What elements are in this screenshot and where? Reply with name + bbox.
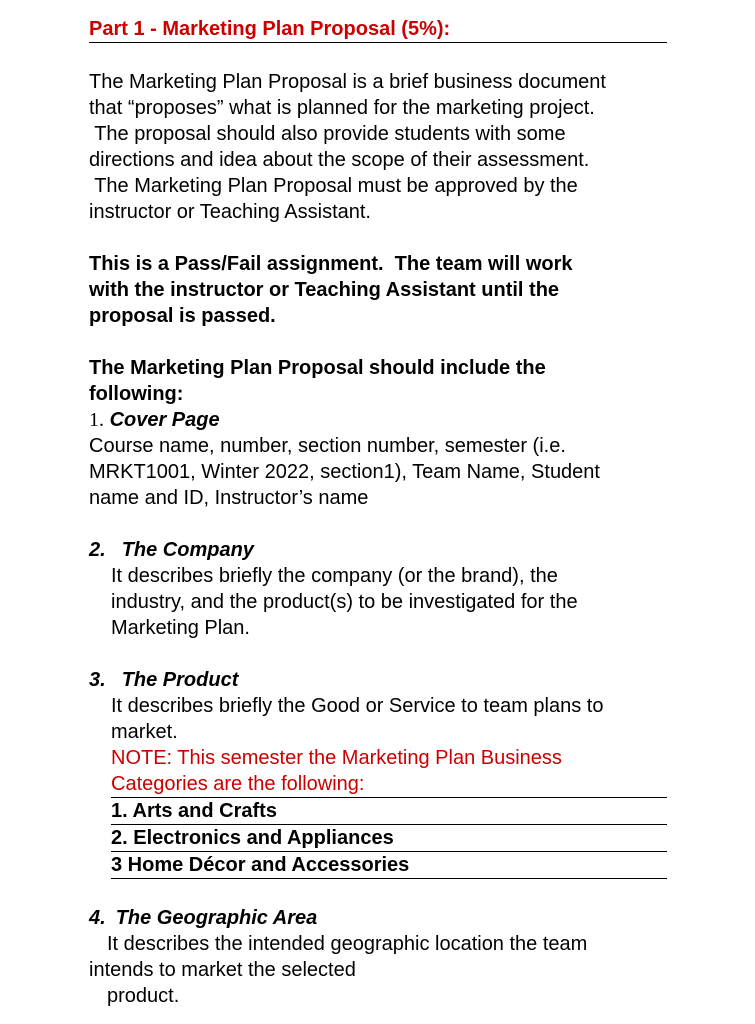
item-title: The Product <box>121 669 239 691</box>
intro-line: that “proposes” what is planned for the marketing project. <box>89 97 595 119</box>
intro-line: The Marketing Plan Proposal is a brief business document <box>89 71 606 93</box>
include-heading-line: The Marketing Plan Proposal should include the <box>89 357 546 379</box>
item-title: The Company <box>121 539 254 561</box>
pass-fail-paragraph <box>89 251 667 329</box>
intro-line: The proposal should also provide students with some <box>89 123 566 145</box>
item-line: industry, and the product(s) to be investigated for the <box>111 591 578 613</box>
item-title: The Geographic Area <box>115 907 318 929</box>
note-line: NOTE: This semester the Marketing Plan Business <box>111 747 562 769</box>
spacer <box>89 329 667 355</box>
spacer <box>89 879 667 905</box>
item-line: product. <box>107 985 180 1007</box>
item-heading <box>89 667 667 693</box>
intro-paragraph <box>89 69 667 225</box>
note-line: Categories are the following: <box>111 773 365 795</box>
category-item: 2. Electronics and Appliances <box>111 825 667 852</box>
item-line: MRKT1001, Winter 2022, section1), Team Name, Student <box>89 461 600 483</box>
pass-fail-line: This is a Pass/Fail assignment. The team will work <box>89 253 573 275</box>
include-heading <box>89 355 667 407</box>
item-product <box>89 667 667 879</box>
spacer <box>89 641 667 667</box>
item-line: It describes briefly the Good or Service to team plans to <box>111 695 604 717</box>
category-item: 3 Home Décor and Accessories <box>111 852 667 879</box>
pass-fail-line: proposal is passed. <box>89 305 276 327</box>
spacer <box>89 225 667 251</box>
item-number: 4. <box>89 907 106 929</box>
intro-line: The Marketing Plan Proposal must be approved by the <box>89 175 578 197</box>
include-heading-line: following: <box>89 383 184 405</box>
item-line: It describes briefly the company (or the brand), the <box>111 565 558 587</box>
categories-box <box>111 745 667 879</box>
item-heading <box>89 407 667 433</box>
item-cover-page <box>89 407 667 511</box>
item-number: 1. <box>89 409 104 431</box>
category-item: 1. Arts and Crafts <box>111 798 667 825</box>
intro-line: directions and idea about the scope of their assessment. <box>89 149 590 171</box>
item-number: 2. <box>89 539 106 561</box>
item-line: Marketing Plan. <box>111 617 250 639</box>
categories-note <box>111 745 667 798</box>
item-line: market. <box>111 721 178 743</box>
item-line: name and ID, Instructor’s name <box>89 487 369 509</box>
document-body <box>89 16 667 1009</box>
item-company <box>89 537 667 641</box>
item-title: Cover Page <box>109 409 220 431</box>
item-geographic-area <box>89 905 667 1009</box>
item-heading <box>89 905 667 931</box>
part-heading: Part 1 - Marketing Plan Proposal (5%): <box>89 16 667 43</box>
spacer <box>89 511 667 537</box>
item-line: Course name, number, section number, semester (i.e. <box>89 435 566 457</box>
intro-line: instructor or Teaching Assistant. <box>89 201 371 223</box>
item-heading <box>89 537 667 563</box>
spacer <box>89 43 667 69</box>
item-line: It describes the intended geographic location the team <box>107 933 588 955</box>
item-line: intends to market the selected <box>89 959 356 981</box>
pass-fail-line: with the instructor or Teaching Assistant until the <box>89 279 560 301</box>
item-number: 3. <box>89 669 106 691</box>
